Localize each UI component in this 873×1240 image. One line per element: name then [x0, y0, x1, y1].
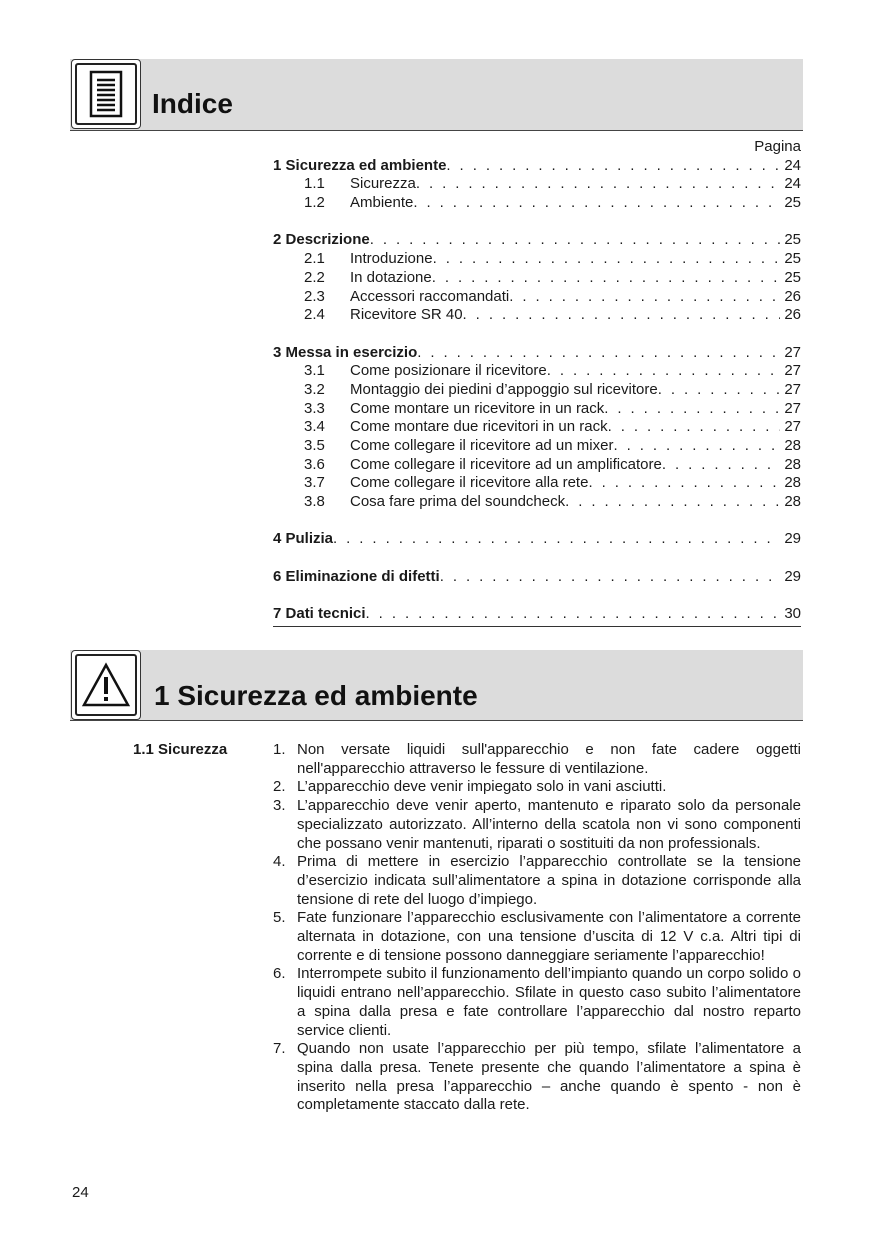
list-item-number: 7.	[273, 1040, 286, 1058]
list-item	[273, 853, 801, 909]
toc-page-number: 27	[784, 362, 801, 380]
toc-page-number: 25	[784, 268, 801, 286]
warning-icon	[81, 662, 131, 708]
list-item	[273, 797, 801, 853]
toc-leader-dots	[588, 474, 780, 493]
toc-leader-dots	[509, 288, 780, 307]
toc-subsection-entry[interactable]	[273, 474, 801, 493]
toc-chapter-entry[interactable]	[273, 530, 801, 549]
toc-page-number: 24	[784, 175, 801, 193]
list-item-text: L’apparecchio deve venir impiegato solo in vani asciutti.	[297, 778, 667, 796]
toc-leader-dots	[370, 231, 781, 250]
toc-page-number: 29	[784, 567, 801, 585]
toc-entry-title: Introduzione	[350, 250, 433, 268]
toc-entry-title: Eliminazione di difetti	[285, 567, 440, 585]
toc-subsection-entry[interactable]	[273, 456, 801, 475]
toc-entry-title: Dati tecnici	[285, 605, 366, 623]
subsection-heading: 1.1 Sicurezza	[133, 741, 228, 758]
toc-page-number: 27	[784, 343, 801, 361]
toc-entry-number: 3.3	[304, 399, 325, 417]
toc-leader-dots	[416, 175, 780, 194]
toc-page-number: 28	[784, 437, 801, 455]
toc-chapter-entry[interactable]	[273, 344, 801, 363]
toc-entry-title: Ambiente	[350, 194, 414, 212]
toc-leader-dots	[446, 157, 780, 176]
toc-page-number: 26	[784, 287, 801, 305]
toc-gap	[273, 325, 801, 344]
toc-page-number: 27	[784, 418, 801, 436]
toc-gap	[273, 512, 801, 531]
toc-leader-dots	[565, 493, 780, 512]
toc-entry-title: Pulizia	[285, 530, 334, 548]
toc-entry-number: 3.6	[304, 455, 325, 473]
list-item-number: 4.	[273, 853, 286, 871]
list-item-text: Fate funzionare l’apparecchio esclusivamente con l’alimentatore a corrente alternata in dotazione, con una tensione d’uscita di 12 V c.a. Altri tipi di corrente e di tensione possono danneggiare seriamente l’apparecchio!	[297, 909, 801, 964]
section1-icon-frame	[71, 650, 141, 720]
toc-subsection-entry[interactable]	[273, 362, 801, 381]
list-item-number: 5.	[273, 909, 286, 927]
toc-page-number: 25	[784, 231, 801, 249]
page-number: 24	[72, 1184, 89, 1201]
toc-entry-number: 3.4	[304, 418, 325, 436]
toc-leader-dots	[547, 362, 781, 381]
toc-entry-number: 3.8	[304, 493, 325, 511]
toc-entry-number: 2.4	[304, 306, 325, 324]
toc-entry-title: Come collegare il ricevitore ad un mixer	[350, 437, 614, 455]
toc-leader-dots	[440, 568, 781, 587]
toc-page-number: 27	[784, 380, 801, 398]
toc-leader-dots	[333, 530, 780, 549]
index-title: Indice	[152, 88, 233, 119]
toc-page-number: 25	[784, 250, 801, 268]
toc-leader-dots	[413, 194, 780, 213]
toc-entry-title: Cosa fare prima del soundcheck	[350, 493, 566, 511]
toc-bottom-rule	[273, 626, 801, 627]
list-item-text: Non versate liquidi sull'apparecchio e non fate cadere oggetti nell'apparecchio attraverso le fessure di ventilazione.	[297, 741, 801, 777]
toc-entry-number: 2.1	[304, 250, 325, 268]
toc-entry-title: Sicurezza	[350, 175, 416, 193]
toc-subsection-entry[interactable]	[273, 381, 801, 400]
toc-entry-title: Ricevitore SR 40	[350, 306, 463, 324]
toc-subsection-entry[interactable]	[273, 400, 801, 419]
table-of-contents	[273, 138, 801, 627]
toc-entry-number: 2.3	[304, 287, 325, 305]
toc-entry-label: 4	[273, 530, 282, 548]
toc-entry-number: 1.1	[304, 175, 325, 193]
toc-chapter-entry[interactable]	[273, 231, 801, 250]
toc-entry-label: 7	[273, 605, 282, 623]
toc-entry-number: 1.2	[304, 194, 325, 212]
toc-entry-label: 1	[273, 156, 282, 174]
toc-leader-dots	[604, 400, 780, 419]
toc-subsection-entry[interactable]	[273, 418, 801, 437]
toc-gap	[273, 213, 801, 232]
toc-page-number: 25	[784, 194, 801, 212]
list-item	[273, 909, 801, 965]
toc-page-number: 24	[784, 156, 801, 174]
toc-page-number: 28	[784, 493, 801, 511]
toc-rows	[273, 157, 801, 624]
toc-leader-dots	[662, 456, 781, 475]
toc-entry-title: Come montare un ricevitore in un rack	[350, 399, 605, 417]
toc-entry-title: Come collegare il ricevitore alla rete	[350, 474, 589, 492]
index-icon-frame	[71, 59, 141, 129]
toc-subsection-entry[interactable]	[273, 269, 801, 288]
toc-gap	[273, 549, 801, 568]
toc-chapter-entry[interactable]	[273, 605, 801, 624]
toc-subsection-entry[interactable]	[273, 194, 801, 213]
list-item-number: 6.	[273, 965, 286, 983]
toc-subsection-entry[interactable]	[273, 437, 801, 456]
section1-title: 1 Sicurezza ed ambiente	[154, 680, 478, 711]
toc-page-number: 28	[784, 474, 801, 492]
toc-chapter-entry[interactable]	[273, 568, 801, 587]
toc-subsection-entry[interactable]	[273, 306, 801, 325]
toc-entry-title: Messa in esercizio	[285, 343, 418, 361]
toc-entry-title: Montaggio dei piedini d’appoggio sul ricevitore	[350, 380, 658, 398]
toc-page-number: 26	[784, 306, 801, 324]
list-item	[273, 778, 801, 797]
toc-entry-number: 3.7	[304, 474, 325, 492]
toc-entry-number: 2.2	[304, 268, 325, 286]
toc-entry-number: 3.5	[304, 437, 325, 455]
toc-subsection-entry[interactable]	[273, 250, 801, 269]
list-item-text: Prima di mettere in esercizio l’apparecchio controllate se la tensione d’esercizio indicata sull’alimentatore a spina in dotazione corrisponde alla tensione di rete del luogo d’impiego.	[297, 853, 801, 908]
toc-leader-dots	[658, 381, 781, 400]
toc-chapter-entry[interactable]	[273, 157, 801, 176]
toc-leader-dots	[433, 250, 781, 269]
document-icon	[89, 70, 123, 118]
toc-subsection-entry[interactable]	[273, 493, 801, 512]
toc-page-number: 27	[784, 399, 801, 417]
toc-entry-label: 2	[273, 231, 282, 249]
toc-subsection-entry[interactable]	[273, 288, 801, 307]
toc-page-label: Pagina	[754, 138, 801, 155]
toc-subsection-entry[interactable]	[273, 175, 801, 194]
toc-leader-dots	[366, 605, 781, 624]
toc-entry-title: Sicurezza ed ambiente	[285, 156, 447, 174]
list-item	[273, 1040, 801, 1115]
toc-page-number: 29	[784, 530, 801, 548]
safety-list	[273, 741, 801, 1115]
toc-entry-label: 3	[273, 343, 282, 361]
toc-page-number: 28	[784, 455, 801, 473]
toc-leader-dots	[608, 418, 781, 437]
toc-entry-number: 3.1	[304, 362, 325, 380]
toc-gap	[273, 587, 801, 606]
toc-entry-title: Descrizione	[285, 231, 370, 249]
toc-entry-title: Come montare due ricevitori in un rack	[350, 418, 608, 436]
toc-page-number: 30	[784, 605, 801, 623]
toc-entry-label: 6	[273, 567, 282, 585]
toc-leader-dots	[417, 344, 780, 363]
list-item-text: Quando non usate l’apparecchio per più tempo, sfilate l’alimentatore a spina dalla presa. Tenete presente che quando l’alimentatore a spina è inserito nella presa l’apparecchio – anche quando è spento - non è completamente staccato dalla rete.	[297, 1040, 801, 1114]
toc-leader-dots	[432, 269, 781, 288]
list-item-number: 2.	[273, 778, 286, 796]
list-item	[273, 965, 801, 1040]
list-item-text: L’apparecchio deve venir aperto, mantenuto e riparato solo da personale specializzato autorizzato. All’interno della scatola non vi sono componenti che possano venir mantenuti, riparati o sostituiti da non professionals.	[297, 797, 801, 852]
toc-entry-title: Come posizionare il ricevitore	[350, 362, 547, 380]
toc-entry-title: Come collegare il ricevitore ad un amplificatore	[350, 455, 662, 473]
toc-entry-title: In dotazione	[350, 268, 432, 286]
list-item	[273, 741, 801, 778]
toc-entry-title: Accessori raccomandati	[350, 287, 510, 305]
list-item-number: 1.	[273, 741, 286, 758]
list-item-number: 3.	[273, 797, 286, 815]
toc-leader-dots	[463, 306, 781, 325]
toc-leader-dots	[613, 437, 780, 456]
list-item-text: Interrompete subito il funzionamento dell’impianto quando un corpo solido o liquidi entrano nell’apparecchio. Sfilate in questo caso subito l’alimentatore a spina dalla presa e fate controllare l’apparecchio dal nostro reparto service clienti.	[297, 965, 801, 1039]
toc-entry-number: 3.2	[304, 380, 325, 398]
